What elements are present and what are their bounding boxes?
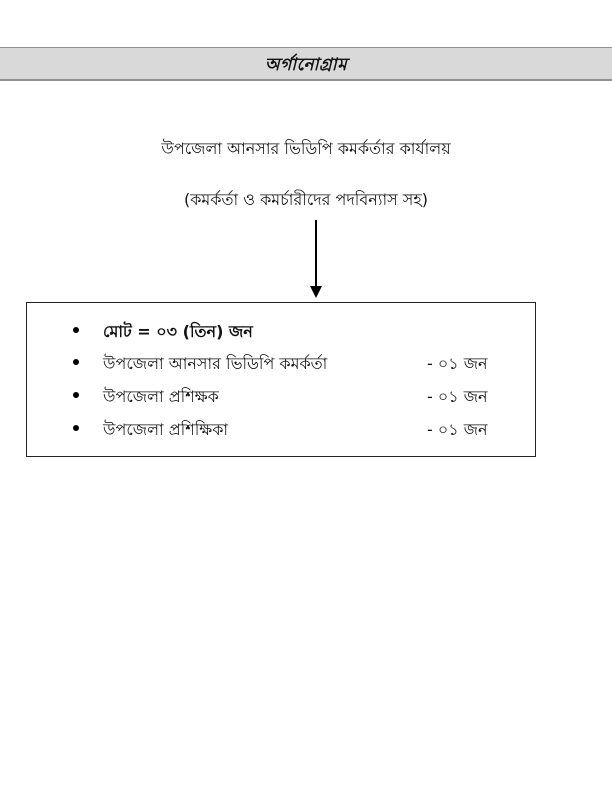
post-label: উপজেলা আনসার ভিডিপি কমর্কর্তা xyxy=(103,354,328,373)
page-title: অর্গানোগ্রাম xyxy=(264,55,348,75)
post-count: - ০১ জন xyxy=(427,354,488,373)
total-row xyxy=(27,318,537,344)
list-item xyxy=(27,383,537,409)
bullet-icon xyxy=(73,359,79,365)
post-label: উপজেলা প্রশিক্ষক xyxy=(103,387,219,406)
staff-summary-box xyxy=(26,302,536,457)
post-count: - ০১ জন xyxy=(427,387,488,406)
bullet-icon xyxy=(73,327,79,333)
post-label: উপজেলা প্রশিক্ষিকা xyxy=(103,420,229,439)
post-count: - ০১ জন xyxy=(427,420,488,439)
office-subtitle: (কমর্কর্তা ও কমর্চারীদের পদবিন্যাস সহ) xyxy=(183,190,428,209)
list-item xyxy=(27,350,537,376)
office-title: উপজেলা আনসার ভিডিপি কমর্কর্তার কার্যালয় xyxy=(161,139,451,158)
total-label: মোট = ০৩ (তিন) জন xyxy=(103,322,253,341)
list-item xyxy=(27,416,537,442)
down-arrow-icon xyxy=(306,220,326,300)
header-band xyxy=(0,47,612,81)
bullet-icon xyxy=(73,392,79,398)
bullet-icon xyxy=(73,425,79,431)
